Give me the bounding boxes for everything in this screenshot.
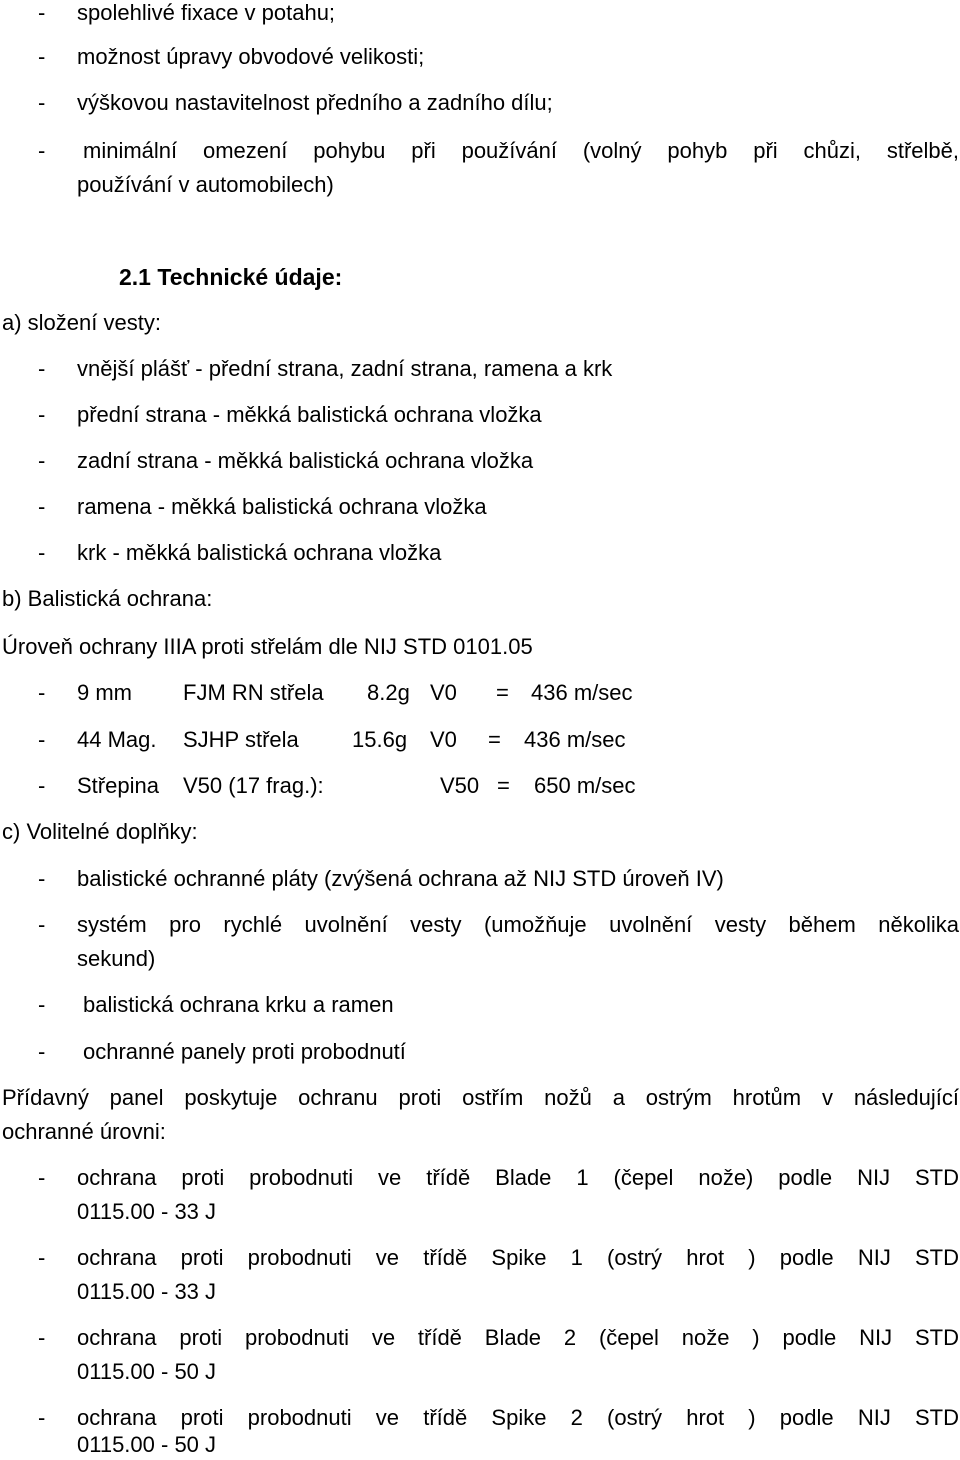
equals-sign: = [488, 727, 501, 752]
section-b-title: b) Balistická ochrana: [2, 586, 213, 611]
list-item: systém pro rychlé uvolnění vesty (umožňuje uvolnění vesty během několika [77, 912, 959, 937]
list-item: možnost úpravy obvodové velikosti; [77, 44, 425, 69]
section-c-title: c) Volitelné doplňky: [2, 819, 198, 844]
list-dash: - [38, 680, 46, 705]
section-heading: 2.1 Technické údaje: [119, 264, 343, 290]
list-dash: - [38, 138, 46, 163]
list-item: výškovou nastavitelnost předního a zadního dílu; [77, 90, 553, 115]
list-item: minimální omezení pohybu při používání (volný pohyb při chůzi, střelbě, [83, 138, 959, 163]
list-item: krk - měkká balistická ochrana vložka [77, 540, 442, 565]
list-dash: - [38, 494, 46, 519]
velocity-type: V0 [430, 727, 457, 752]
list-dash: - [38, 356, 46, 381]
list-item: spolehlivé fixace v potahu; [77, 0, 336, 25]
list-item-continuation: používání v automobilech) [77, 172, 334, 197]
bullet-type: V50 (17 frag.): [183, 773, 324, 798]
list-item: přední strana - měkká balistická ochrana vložka [77, 402, 542, 427]
list-dash: - [38, 912, 46, 937]
list-item: ramena - měkká balistická ochrana vložka [77, 494, 487, 519]
list-item-continuation: 0115.00 - 33 J [77, 1279, 217, 1304]
list-dash: - [38, 773, 46, 798]
caliber: 44 Mag. [77, 727, 157, 752]
list-item-continuation: 0115.00 - 50 J [77, 1359, 217, 1384]
list-item: ochrana proti probodnuti ve třídě Blade 1 (čepel nože) podle NIJ STD [77, 1165, 959, 1190]
caliber: Střepina [77, 773, 159, 798]
list-item: ochrana proti probodnuti ve třídě Spike 2 (ostrý hrot ) podle NIJ STD [77, 1405, 959, 1430]
list-dash: - [38, 1245, 46, 1270]
bullet-weight: 15.6g [352, 727, 408, 752]
velocity-value: 650 m/sec [534, 773, 636, 798]
list-dash: - [38, 44, 46, 69]
list-dash: - [38, 90, 46, 115]
list-item: ochrana proti probodnuti ve třídě Blade 2 (čepel nože ) podle NIJ STD [77, 1325, 959, 1350]
velocity-type: V0 [430, 680, 457, 705]
protection-level: Úroveň ochrany IIIA proti střelám dle NIJ STD 0101.05 [2, 634, 533, 659]
list-item: vnější plášť - přední strana, zadní strana, ramena a krk [77, 356, 613, 381]
list-dash: - [38, 727, 46, 752]
equals-sign: = [496, 680, 509, 705]
list-dash: - [38, 1325, 46, 1350]
list-dash: - [38, 1165, 46, 1190]
list-item-continuation: 0115.00 - 50 J [77, 1432, 217, 1457]
bullet-type: SJHP střela [183, 727, 299, 752]
list-item: ochrana proti probodnuti ve třídě Spike 1 (ostrý hrot ) podle NIJ STD [77, 1245, 959, 1270]
list-item: ochranné panely proti probodnutí [83, 1039, 406, 1064]
velocity-value: 436 m/sec [531, 680, 633, 705]
bullet-weight: 8.2g [367, 680, 410, 705]
equals-sign: = [497, 773, 510, 798]
list-item-continuation: 0115.00 - 33 J [77, 1199, 217, 1224]
list-item: zadní strana - měkká balistická ochrana vložka [77, 448, 534, 473]
panel-paragraph-continuation: ochranné úrovni: [2, 1119, 166, 1144]
list-item: balistické ochranné pláty (zvýšená ochrana až NIJ STD úroveň IV) [77, 866, 724, 891]
bullet-type: FJM RN střela [183, 680, 324, 705]
list-dash: - [38, 402, 46, 427]
section-a-title: a) složení vesty: [2, 310, 161, 335]
list-item: balistická ochrana krku a ramen [83, 992, 394, 1017]
velocity-value: 436 m/sec [524, 727, 626, 752]
list-dash: - [38, 448, 46, 473]
list-item-continuation: sekund) [77, 946, 156, 971]
list-dash: - [38, 540, 46, 565]
panel-paragraph: Přídavný panel poskytuje ochranu proti ostřím nožů a ostrým hrotům v následující [2, 1085, 959, 1110]
caliber: 9 mm [77, 680, 132, 705]
list-dash: - [38, 992, 46, 1017]
list-dash: - [38, 1405, 46, 1430]
list-dash: - [38, 1039, 46, 1064]
list-dash: - [38, 866, 46, 891]
velocity-type: V50 [440, 773, 480, 798]
list-dash: - [38, 0, 46, 25]
